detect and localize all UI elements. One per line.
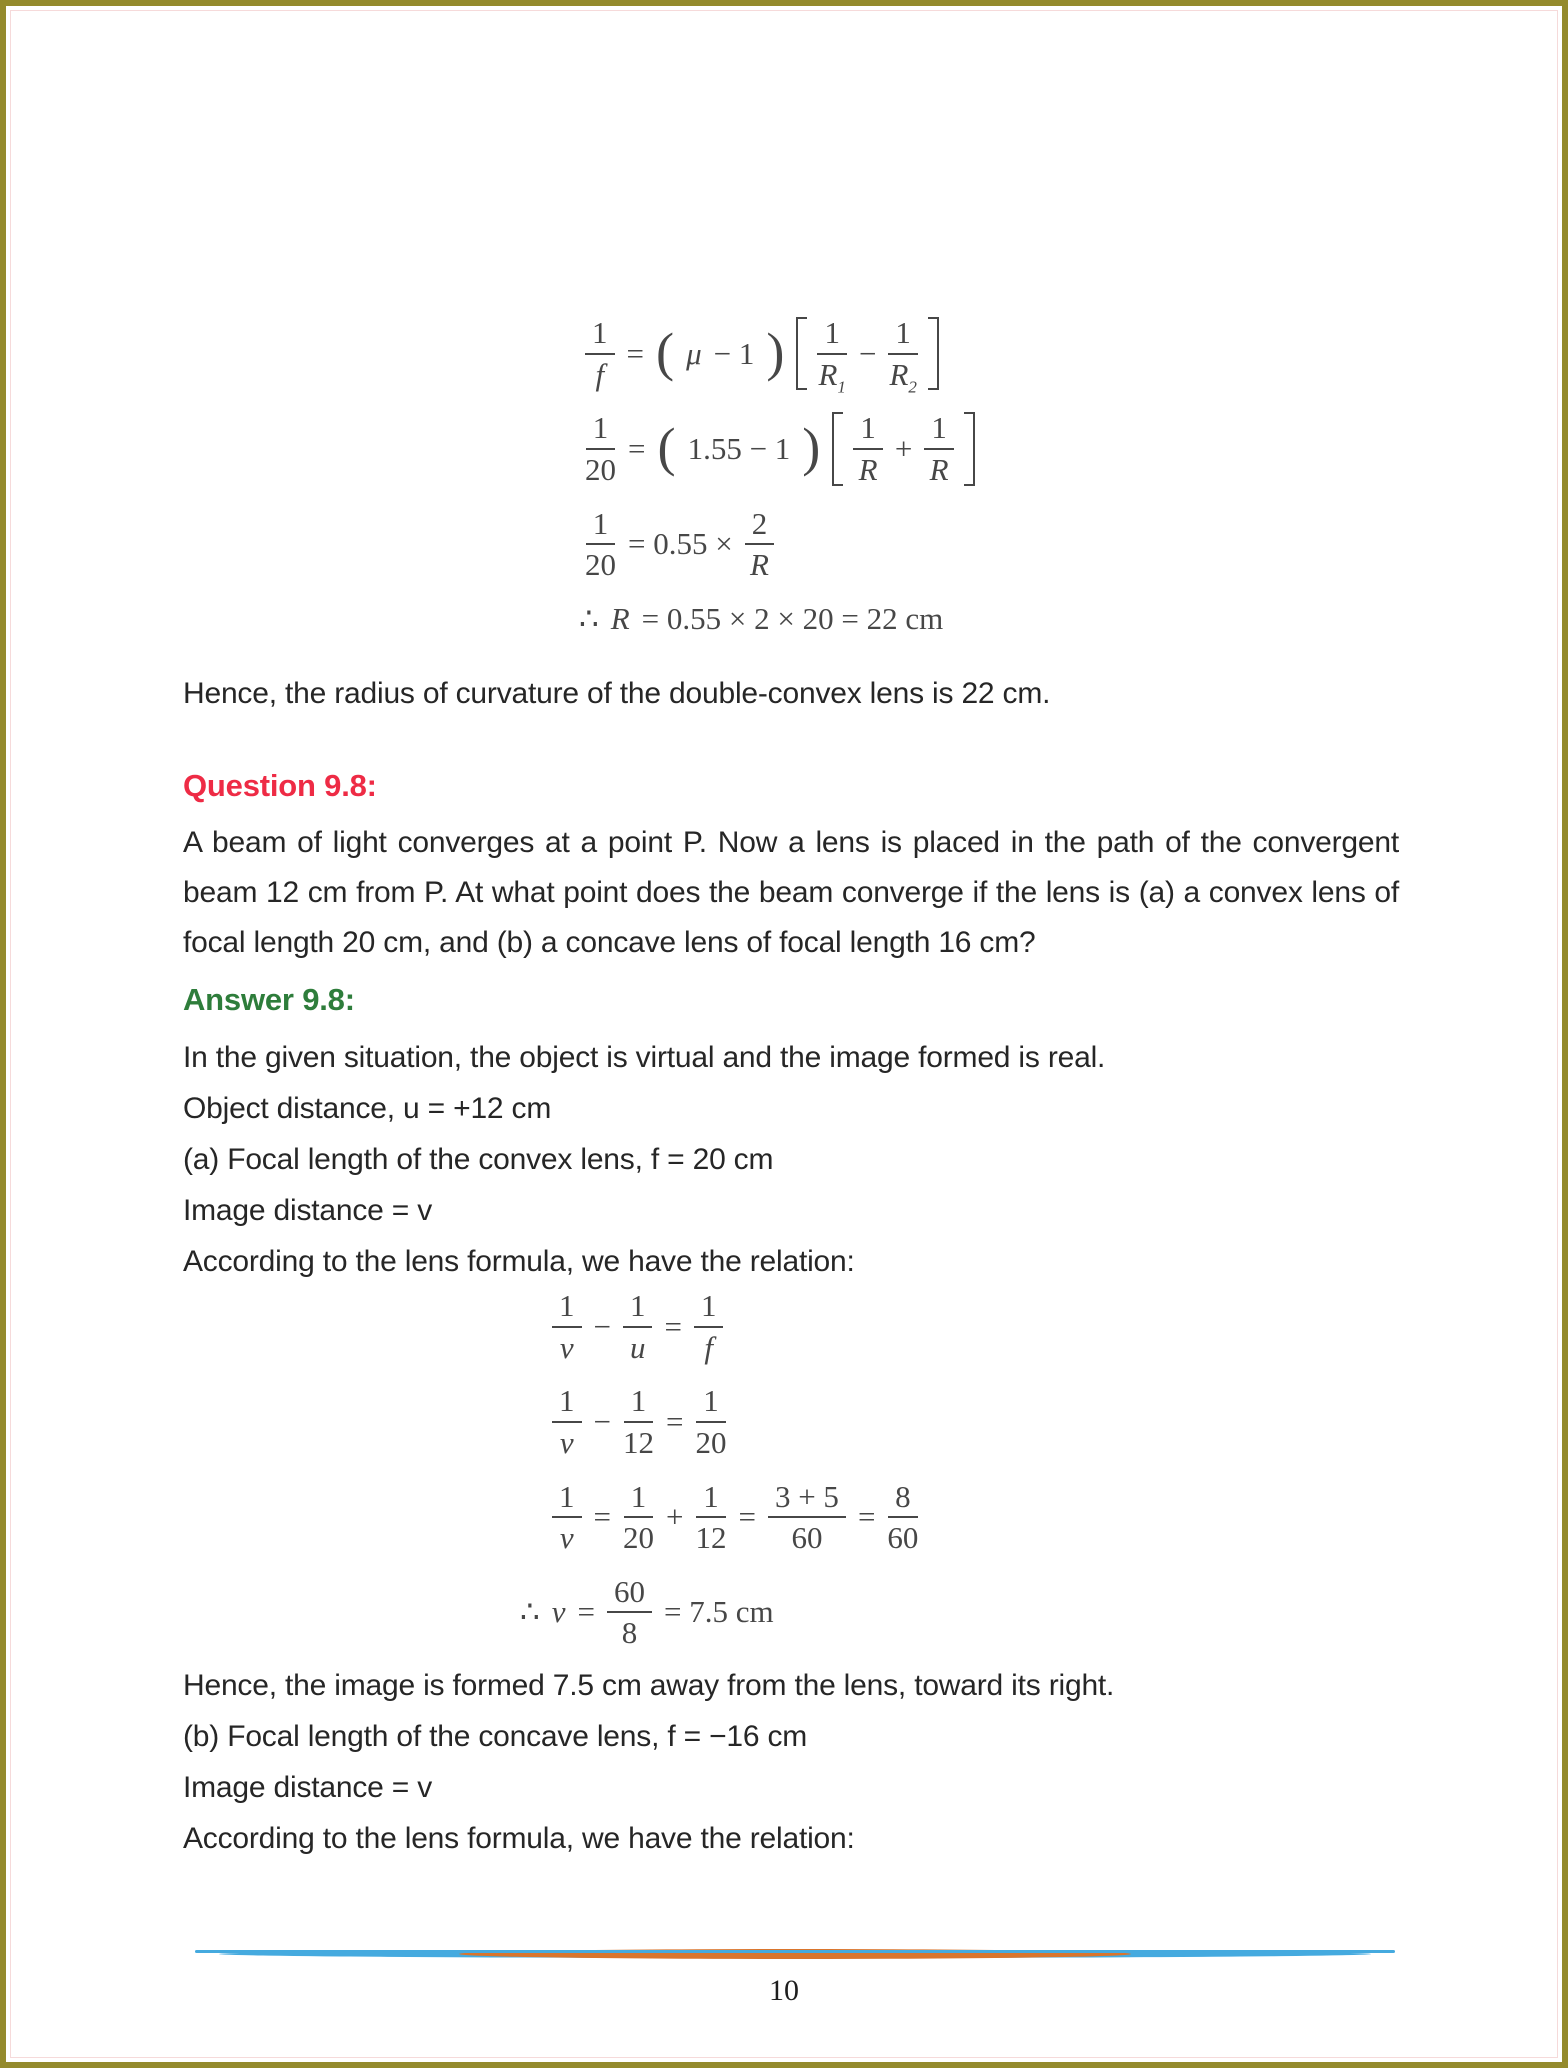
fraction: $\frac{1}{u}$ [623, 1288, 653, 1365]
footer-divider [195, 1946, 1395, 1962]
left-paren: ( [655, 321, 675, 382]
math-text: = 0.55 × 2 × 20 = 22 cm [641, 600, 944, 636]
fraction: $\frac{1}{v}$ [552, 1288, 582, 1365]
answer-line: (b) Focal length of the concave lens, f = −16 cm [183, 1720, 808, 1753]
math-text: = [664, 1308, 682, 1344]
math-text: = [593, 1499, 611, 1535]
math-text: − [593, 1403, 611, 1439]
math-text: − 1 [713, 335, 755, 371]
math-text: = [577, 1594, 595, 1630]
math-text: = 7.5 cm [663, 1594, 774, 1630]
answer-line: Image distance = v [183, 1194, 433, 1227]
answer-text-lines [183, 1032, 1463, 1287]
answer-line: (a) Focal length of the convex lens, f = 20 cm [183, 1143, 774, 1176]
fraction: $\frac{1}{20}$ [585, 410, 616, 487]
math-variable: R [610, 600, 630, 636]
left-paren: ( [657, 416, 676, 477]
fraction: $\frac{1}{R}$ [853, 410, 883, 487]
answer-line: Hence, the image is formed 7.5 cm away from the lens, toward its right. [183, 1669, 1115, 1702]
math-text: ∴ [579, 600, 599, 636]
formula-line [520, 1574, 918, 1651]
math-text: − [858, 335, 877, 371]
fraction: $\frac{1}{20}$ [695, 1383, 727, 1460]
math-text: = [628, 430, 646, 466]
left-bracket [796, 317, 807, 390]
fraction: $\frac{1}{R}$ [924, 410, 954, 487]
math-text: ∴ [520, 1594, 540, 1630]
fraction: $\frac{1}{20}$ [622, 1478, 654, 1556]
right-bracket [928, 317, 939, 390]
fraction: $\frac{2}{R}$ [745, 506, 775, 583]
lens-makers-formula-block [579, 315, 975, 637]
answer-line: According to the lens formula, we have the relation: [183, 1822, 855, 1855]
fraction: $\frac{1}{v}$ [552, 1383, 582, 1460]
fraction: $\frac{3 + 5}{60}$ [768, 1479, 846, 1556]
formula-line [579, 601, 975, 637]
fraction: $\frac{1}{f}$ [694, 1288, 724, 1365]
right-paren: ) [802, 416, 821, 477]
fraction: $\frac{1}{R_2}$ [889, 315, 917, 397]
radius-conclusion-text: Hence, the radius of curvature of the double-convex lens is 22 cm. [183, 677, 1051, 710]
answer-heading: Answer 9.8: [183, 982, 355, 1017]
question-text: A beam of light converges at a point P. Now a lens is placed in the path of the convergent beam 12 cm from P. At what point does the beam converge if the lens is (a) a convex lens of focal length 20 cm, and (b) a concave lens of focal length 16 cm? [183, 826, 1399, 959]
left-bracket [832, 412, 843, 485]
formula-line [552, 1383, 918, 1460]
math-variable: μ [686, 335, 702, 371]
math-text: + [894, 430, 913, 466]
fraction: $\frac{1}{12}$ [695, 1478, 727, 1556]
math-text: = 0.55 × [628, 526, 733, 562]
formula-line [585, 410, 975, 487]
question-heading: Question 9.8: [183, 768, 377, 803]
formula-line [552, 1479, 918, 1556]
math-text: = [665, 1403, 684, 1439]
math-text: 1.55 − 1 [687, 430, 791, 466]
right-bracket [964, 412, 975, 485]
fraction: $\frac{1}{v}$ [552, 1479, 582, 1556]
answer-line: Image distance = v [183, 1771, 433, 1804]
fraction: $\frac{8}{60}$ [887, 1478, 919, 1556]
divider-blue-line [195, 1950, 1395, 1953]
fraction: $\frac{1}{12}$ [622, 1383, 654, 1460]
math-text: = [857, 1499, 876, 1535]
formula-line [585, 506, 975, 583]
lens-formula-block [520, 1288, 919, 1651]
answer-line: Object distance, u = +12 cm [183, 1092, 552, 1125]
formula-line [552, 1288, 918, 1365]
math-text: = [626, 335, 644, 371]
fraction: $\frac{1}{f}$ [585, 315, 615, 392]
math-variable: v [551, 1594, 566, 1630]
math-text: = [738, 1499, 756, 1535]
page-number: 10 [769, 1974, 799, 2007]
math-text: + [665, 1499, 684, 1535]
answer-line: In the given situation, the object is virtual and the image formed is real. [183, 1041, 1106, 1074]
fraction: $\frac{1}{R_1}$ [818, 315, 846, 397]
answer-part-b-lines [183, 1660, 1463, 1864]
math-text: − [593, 1308, 611, 1344]
formula-line [585, 315, 975, 397]
answer-line: According to the lens formula, we have the relation: [183, 1245, 855, 1278]
fraction: $\frac{60}{8}$ [607, 1574, 652, 1651]
right-paren: ) [766, 321, 785, 382]
fraction: $\frac{1}{20}$ [585, 505, 616, 583]
